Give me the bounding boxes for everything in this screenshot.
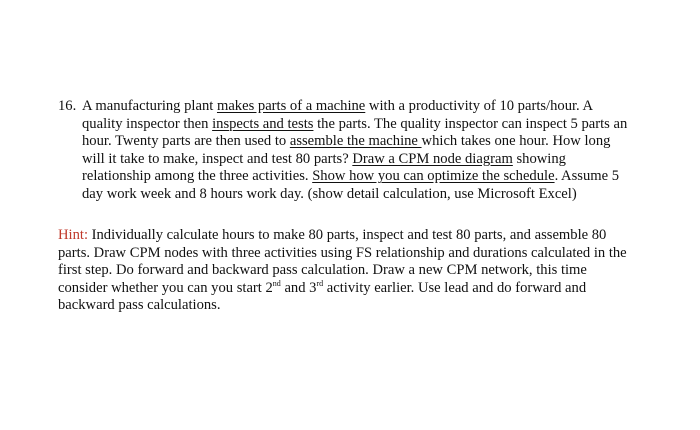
underlined-phrase-assemble: assemble the machine	[289, 133, 422, 150]
question-text: hour. Twenty parts are then used to	[82, 133, 290, 150]
superscript-rd: rd	[316, 278, 324, 288]
question-line-5	[58, 168, 680, 186]
hint-text: and 3	[280, 279, 317, 296]
superscript-nd: nd	[272, 278, 281, 288]
question-text: showing	[512, 150, 566, 167]
question-text: the parts. The quality inspector can inspect 5 parts an	[313, 115, 628, 132]
question-text: will it take to make, inspect and test 80 parts?	[82, 150, 353, 167]
hint-line-3: first step. Do forward and backward pass calculation. Draw a new CPM network, this time	[58, 262, 587, 279]
question-line-3	[58, 133, 680, 151]
question-text: relationship among the three activities.	[82, 168, 313, 185]
hint-label: Hint:	[58, 227, 88, 243]
question-text: quality inspector then	[82, 115, 213, 132]
underlined-phrase-make-parts: makes parts of a machine	[216, 98, 366, 114]
question-text: with a productivity of 10 parts/hour. A	[365, 98, 594, 114]
hint-text: consider whether you can you start 2	[58, 279, 273, 296]
question-16	[58, 98, 680, 204]
hint-text: Individually calculate hours to make 80 parts, inspect and test 80 parts, and assemble 80	[88, 227, 607, 243]
underlined-phrase-inspect-test: inspects and tests	[212, 115, 314, 132]
question-text: day work week and 8 hours work day. (show detail calculation, use Microsoft Excel)	[82, 185, 577, 202]
question-text: A manufacturing plant	[82, 98, 217, 114]
hint-block	[58, 227, 688, 315]
underlined-phrase-cpm-diagram: Draw a CPM node diagram	[352, 150, 513, 167]
question-text: . Assume 5	[554, 168, 620, 185]
question-line-2	[58, 116, 680, 134]
hint-line-1	[58, 227, 688, 245]
hint-text: activity earlier. Use lead and do forward and	[323, 279, 587, 296]
question-number: 16.	[58, 98, 77, 114]
question-line-1	[58, 98, 680, 116]
hint-line-2: parts. Draw CPM nodes with three activities using FS relationship and durations calculated in the	[58, 244, 627, 261]
hint-line-5: backward pass calculations.	[58, 297, 221, 314]
question-line-4	[58, 151, 680, 169]
question-line-6	[58, 186, 680, 204]
question-text: which takes one hour. How long	[421, 133, 611, 150]
hint-line-4	[58, 280, 688, 298]
underlined-phrase-optimize: Show how you can optimize the schedule	[312, 168, 555, 185]
